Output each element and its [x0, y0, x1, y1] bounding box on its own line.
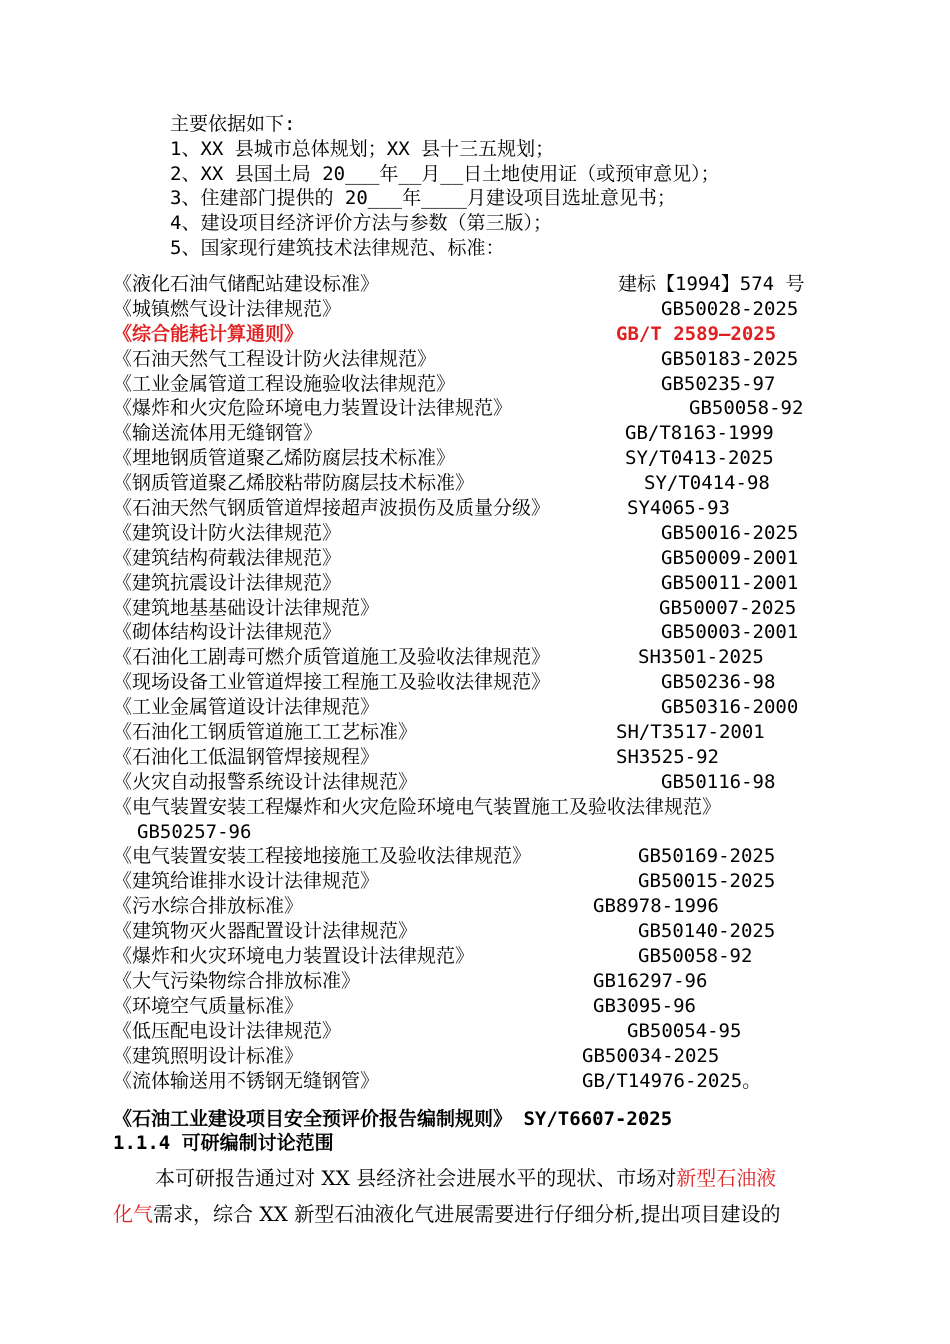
standard-code: GB50140-2025 [638, 920, 776, 943]
standard-code: GB50116-98 [661, 770, 776, 793]
standard-name: 《大气污染物综合排放标准》 [113, 969, 361, 992]
standard-code: GB50183-2025 [661, 347, 799, 370]
standard-name: 《污水综合排放标准》 [113, 895, 304, 918]
standards-list [113, 272, 913, 1093]
standard-name: 《建筑抗震设计法律规范》 [113, 571, 342, 594]
standard-code: GB50058-92 [638, 945, 753, 968]
standard-name: 《流体输送用不锈钢无缝钢管》 [113, 1069, 380, 1092]
standard-code: SH/T3517-2001 [616, 721, 765, 744]
standard-name: 《石油天然气工程设计防火法律规范》 [113, 347, 437, 370]
standard-code: SY/T0413-2025 [625, 447, 774, 470]
standard-code: GB50058-92 [689, 397, 804, 420]
standard-name: 《输送流体用无缝钢管》 [113, 422, 323, 445]
basis-item: 4、建设项目经济评价方法与参数（第三版）； [170, 212, 552, 235]
standard-code: GB/T14976-2025。 [582, 1069, 762, 1092]
standard-code: GB3095-96 [593, 994, 696, 1017]
standard-name: 《爆炸和火灾环境电力装置设计法律规范》 [113, 945, 475, 968]
standard-name: 《石油化工钢质管道施工工艺标准》 [113, 721, 418, 744]
standard-name: 《城镇燃气设计法律规范》 [113, 297, 342, 320]
standard-name: 《环境空气质量标准》 [113, 994, 304, 1017]
standard-code: SY/T0414-98 [644, 472, 770, 495]
standard-code: GB50316-2000 [661, 696, 799, 719]
standard-name: 《综合能耗计算通则》 [113, 322, 304, 345]
standard-code: GB50016-2025 [661, 521, 799, 544]
standard-code: 建标【1994】574 号 [618, 273, 805, 295]
standard-code: GB50257-96 [137, 820, 252, 843]
basis-item: 3、住建部门提供的 20___年____月建设项目选址意见书； [170, 187, 676, 210]
extra-standard: 《石油工业建设项目安全预评价报告编制规则》 SY/T6607-2025 [113, 1108, 673, 1130]
standard-name: 《工业金属管道工程设施验收法律规范》 [113, 372, 456, 395]
standard-name: 《建筑设计防火法律规范》 [113, 521, 342, 544]
standard-name: 《建筑给谁排水设计法律规范》 [113, 870, 380, 893]
standard-code: GB/T 2589—2025 [616, 322, 777, 345]
standard-code: SY4065-93 [627, 497, 730, 520]
basis-item: 5、国家现行建筑技术法律规范、标准： [170, 236, 505, 259]
standard-name: 《现场设备工业管道焊接工程施工及验收法律规范》 [113, 671, 551, 694]
standard-code: GB/T8163-1999 [625, 422, 774, 445]
paragraph-highlight: 化气 [113, 1202, 153, 1226]
paragraph-highlight: 新型石油液 [676, 1166, 777, 1190]
basis-intro: 主要依据如下: [170, 113, 296, 135]
standard-name: 《埋地钢质管道聚乙烯防腐层技术标准》 [113, 447, 456, 470]
paragraph-line [113, 1196, 858, 1232]
standard-code: GB50235-97 [661, 372, 776, 395]
standard-name: 《建筑地基基础设计法律规范》 [113, 596, 380, 619]
standard-code: GB50009-2001 [661, 546, 799, 569]
standard-name: 《电气装置安装工程接地接施工及验收法律规范》 [113, 845, 532, 868]
standard-code: GB50034-2025 [582, 1044, 720, 1067]
standard-name: 《低压配电设计法律规范》 [113, 1019, 342, 1042]
paragraph-text: 本可研报告通过对 XX 县经济社会进展水平的现状、市场对 [155, 1166, 677, 1190]
standard-name: 《建筑结构荷载法律规范》 [113, 546, 342, 569]
standard-name: 《工业金属管道设计法律规范》 [113, 696, 380, 719]
standard-name: 《砌体结构设计法律规范》 [113, 621, 342, 644]
standard-name: 《石油化工低温钢管焊接规程》 [113, 745, 380, 768]
standard-code: GB50007-2025 [659, 596, 797, 619]
standard-code: GB50003-2001 [661, 621, 799, 644]
standard-name: 《石油天然气钢质管道焊接超声波损伤及质量分级》 [113, 497, 551, 520]
section-heading: 1.1.4 可研编制讨论范围 [113, 1132, 334, 1154]
basis-item: 2、XX 县国土局 20___年__月__日土地使用证（或预审意见）； [170, 162, 720, 185]
paragraph-text: 需求，综合 XX 新型石油液化气进展需要进行仔细分析,提出项目建设的 [153, 1202, 781, 1226]
standard-code: GB50011-2001 [661, 571, 799, 594]
body-paragraph [113, 1160, 858, 1232]
standard-code: GB50169-2025 [638, 845, 776, 868]
standard-code: GB50028-2025 [661, 297, 799, 320]
standard-name: 《建筑照明设计标准》 [113, 1044, 304, 1067]
standard-name: 《电气装置安装工程爆炸和火灾危险环境电气装置施工及验收法律规范》 [113, 795, 722, 818]
standard-name: 《火灾自动报警系统设计法律规范》 [113, 770, 418, 793]
standard-name: 《液化石油气储配站建设标准》 [113, 273, 380, 295]
basis-item: 1、XX 县城市总体规划；XX 县十三五规划； [170, 137, 555, 160]
standard-name: 《建筑物灭火器配置设计法律规范》 [113, 920, 418, 943]
standard-code: GB50015-2025 [638, 870, 776, 893]
standard-code: SH3525-92 [616, 745, 719, 768]
standard-code: GB50236-98 [661, 671, 776, 694]
standard-code: SH3501-2025 [638, 646, 764, 669]
standard-code: GB16297-96 [593, 969, 708, 992]
standard-name: 《钢质管道聚乙烯胶粘带防腐层技术标准》 [113, 472, 475, 495]
standard-name: 《石油化工剧毒可燃介质管道施工及验收法律规范》 [113, 646, 551, 669]
standard-code: GB50054-95 [627, 1019, 742, 1042]
standard-code: GB8978-1996 [593, 895, 719, 918]
standard-name: 《爆炸和火灾危险环境电力装置设计法律规范》 [113, 397, 513, 420]
paragraph-line [113, 1160, 858, 1196]
basis-list [170, 112, 720, 261]
